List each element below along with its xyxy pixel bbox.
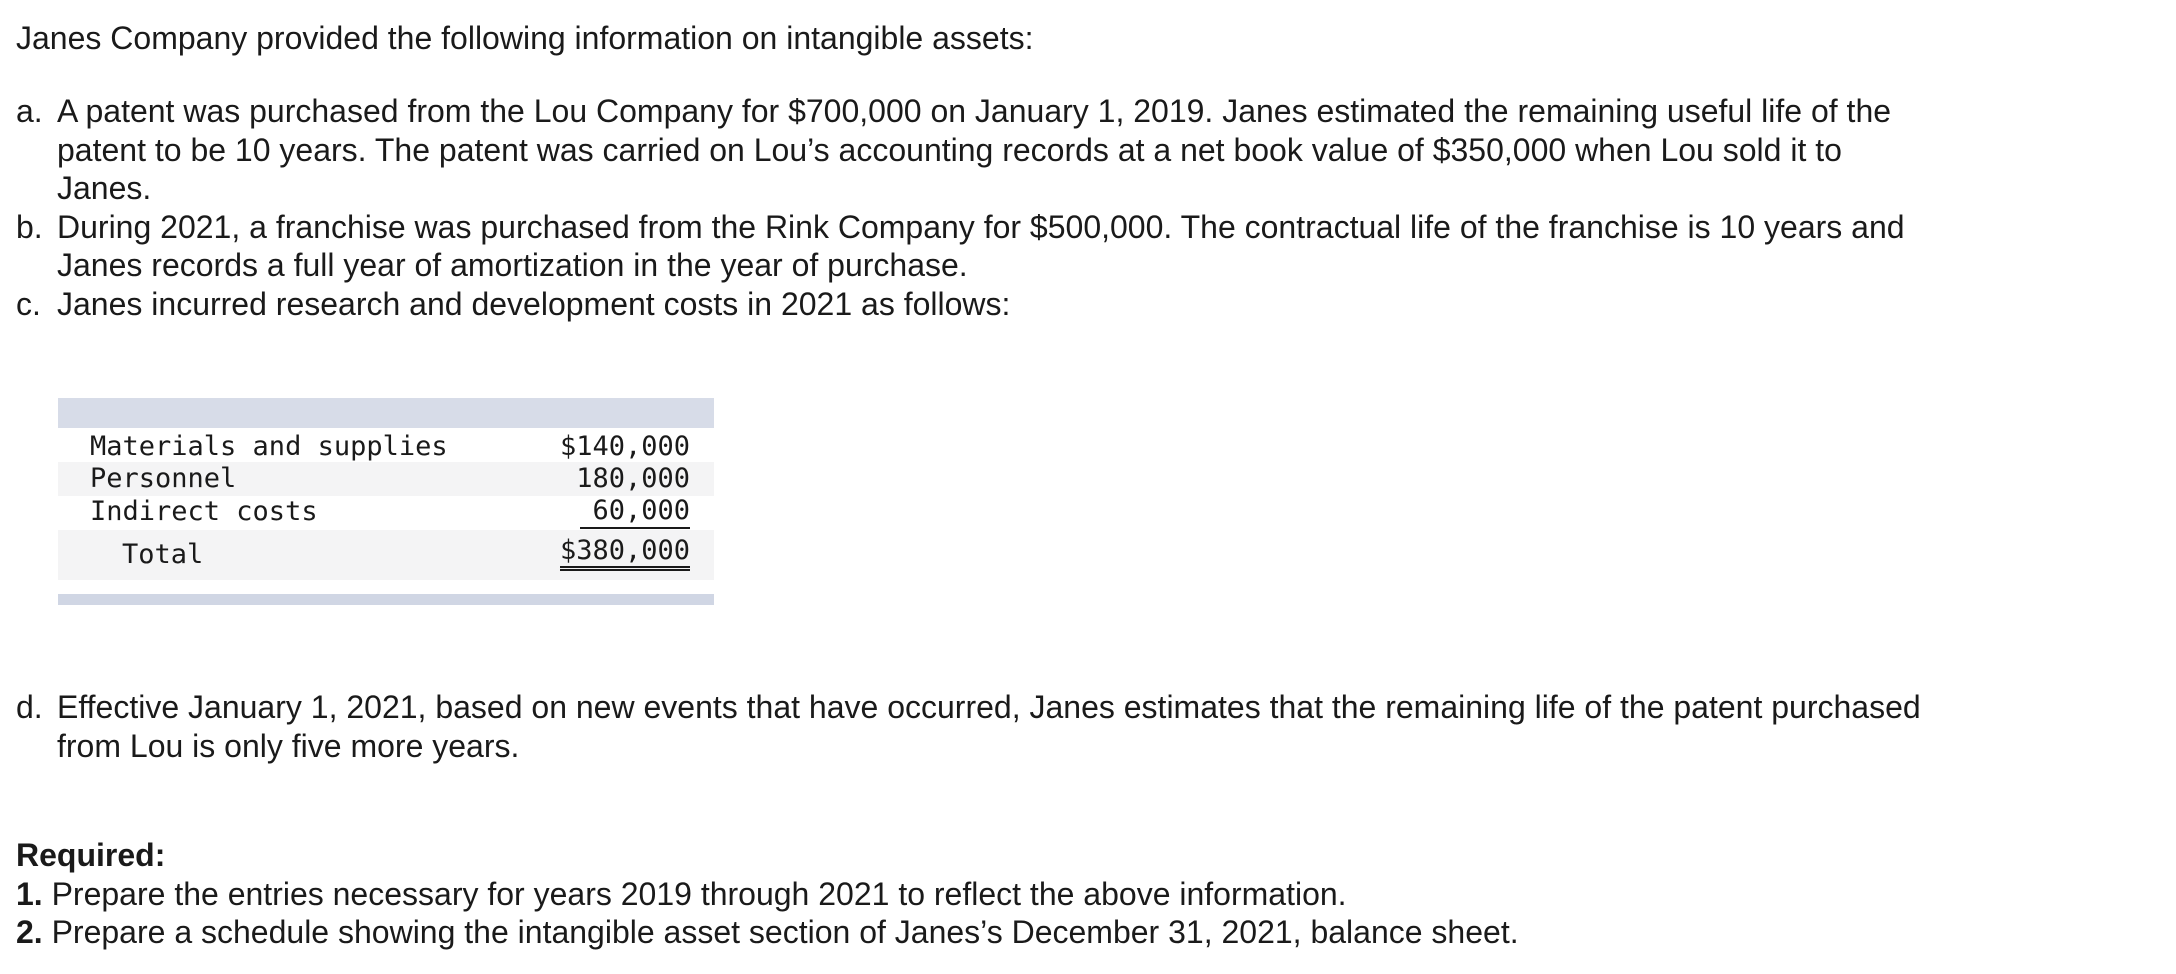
fact-b-line-1: During 2021, a franchise was purchased from the Rink Company for $500,000. The contractual life of the franchise is 10 years and xyxy=(57,208,1905,245)
row-value: 60,000 xyxy=(580,495,690,529)
fact-d-line-1: Effective January 1, 2021, based on new events that have occurred, Janes estimates that the remaining life of the patent purchased xyxy=(57,689,1921,725)
table-row-indirect xyxy=(58,495,714,529)
facts-list-continued xyxy=(16,688,2016,765)
table-row-materials xyxy=(58,430,714,464)
fact-item-b xyxy=(16,208,2016,285)
total-label: Total xyxy=(122,539,204,570)
fact-b-line-2: Janes records a full year of amortization in the year of purchase. xyxy=(57,247,968,283)
fact-item-a xyxy=(16,92,2016,208)
facts-list xyxy=(16,92,2016,323)
fact-item-c xyxy=(16,285,2016,324)
fact-c-line-1: Janes incurred research and development costs in 2021 as follows: xyxy=(57,285,1011,322)
table-header-band xyxy=(58,398,714,428)
row-label: Materials and supplies xyxy=(90,431,448,462)
intro-text: Janes Company provided the following information on intangible assets: xyxy=(16,20,1034,56)
row-value: 180,000 xyxy=(576,463,690,494)
fact-marker-b: b. xyxy=(16,208,43,245)
table-row-total xyxy=(58,530,714,580)
required-num-2: 2. xyxy=(16,914,43,950)
row-label: Personnel xyxy=(90,463,237,494)
row-label: Indirect costs xyxy=(90,496,318,527)
required-text-2: Prepare a schedule showing the intangible asset section of Janes’s December 31, 2021, balance sheet. xyxy=(42,914,1519,950)
table-footer-band xyxy=(58,594,714,605)
table-row-personnel xyxy=(58,462,714,496)
required-num-1: 1. xyxy=(16,875,43,912)
rd-costs-table xyxy=(58,398,714,605)
fact-marker-d: d. xyxy=(16,689,43,725)
required-item-1 xyxy=(16,875,1519,914)
required-section xyxy=(16,836,1519,952)
fact-d-line-2: from Lou is only five more years. xyxy=(57,727,520,764)
required-item-2 xyxy=(16,913,1519,952)
fact-a-line-2: patent to be 10 years. The patent was carried on Lou’s accounting records at a net book value of $350,000 when Lou sold it to xyxy=(57,131,1842,168)
total-value: $380,000 xyxy=(560,536,690,571)
fact-marker-c: c. xyxy=(16,285,41,322)
required-text-1: Prepare the entries necessary for years 2019 through 2021 to reflect the above information. xyxy=(42,875,1347,912)
fact-a-line-1: A patent was purchased from the Lou Company for $700,000 on January 1, 2019. Janes estimated the remaining useful life of the xyxy=(57,93,1892,129)
fact-item-d xyxy=(16,688,2016,765)
fact-marker-a: a. xyxy=(16,93,43,129)
required-title: Required: xyxy=(16,837,166,873)
fact-a-line-3: Janes. xyxy=(57,170,152,206)
row-value: $140,000 xyxy=(559,431,690,462)
